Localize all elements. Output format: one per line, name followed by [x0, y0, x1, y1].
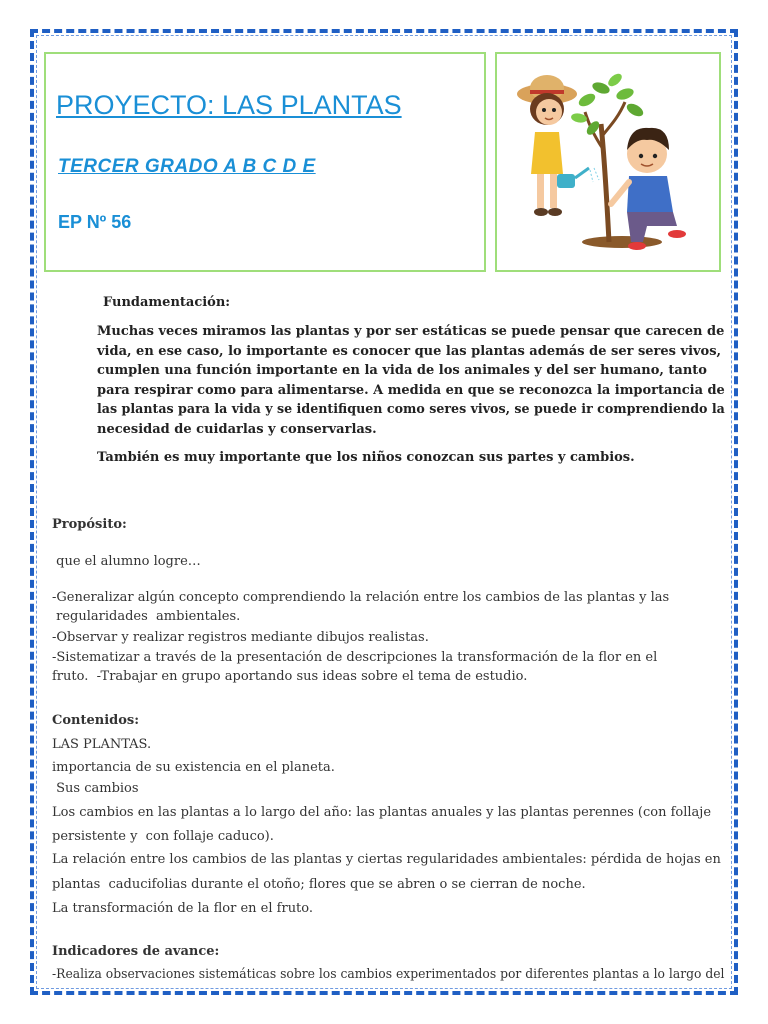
- proposito-heading: Propósito:: [52, 517, 127, 532]
- contenidos-line-6: La relación entre los cambios de las plantas y ciertas regularidades ambientales: pérdida de hojas en: [52, 852, 721, 867]
- fundamentacion-line-3: cumplen una función importante en la vida de los animales y del ser humano, tanto: [97, 363, 707, 378]
- contenidos-line-8: La transformación de la flor en el fruto.: [52, 901, 314, 916]
- fundamentacion-line-5: las plantas para la vida y se identifiquen como seres vivos, se puede ir comprendiendo la: [97, 402, 725, 417]
- project-title: PROYECTO: LAS PLANTAS: [56, 90, 402, 120]
- proposito-intro: que el alumno logre…: [52, 554, 201, 569]
- indicadores-line-1: -Realiza observaciones sistemáticas sobre los cambios experimentados por diferentes plantas a lo largo del: [52, 967, 725, 982]
- contenidos-line-4: Los cambios en las plantas a lo largo del año: las plantas anuales y las plantas perennes (con follaje: [52, 805, 712, 820]
- contenidos-line-7: plantas caducifolias durante el otoño; flores que se abren o se cierran de noche.: [52, 877, 586, 892]
- proposito-line-3: -Observar y realizar registros mediante dibujos realistas.: [52, 630, 429, 645]
- contenidos-heading: Contenidos:: [52, 713, 140, 728]
- contenidos-line-1: LAS PLANTAS.: [52, 737, 152, 752]
- title-box: [44, 52, 486, 272]
- contenidos-line-2: importancia de su existencia en el planeta.: [52, 760, 335, 775]
- fundamentacion-line-6: necesidad de cuidarlas y conservarlas.: [97, 422, 377, 437]
- contenidos-line-5: persistente y con follaje caduco).: [52, 829, 274, 844]
- proposito-line-2: regularidades ambientales.: [52, 609, 241, 624]
- fundamentacion-line-2: vida, en ese caso, lo importante es conocer que las plantas además de ser seres vivos,: [97, 344, 722, 359]
- school-label: EP Nº 56: [58, 212, 132, 232]
- proposito-line-4: -Sistematizar a través de la presentación de descripciones la transformación de la flor en el: [52, 650, 658, 665]
- fundamentacion-heading: Fundamentación:: [103, 295, 231, 310]
- indicadores-heading: Indicadores de avance:: [52, 944, 220, 959]
- fundamentacion-line-4: para respirar como para alimentarse. A medida en que se reconozca la importancia de: [97, 383, 725, 398]
- fundamentacion-line-1: Muchas veces miramos las plantas y por ser estáticas se puede pensar que carecen de: [97, 324, 725, 339]
- proposito-line-1: -Generalizar algún concepto comprendiendo la relación entre los cambios de las plantas y las: [52, 590, 670, 605]
- proposito-line-5: fruto. -Trabajar en grupo aportando sus ideas sobre el tema de estudio.: [52, 669, 528, 684]
- contenidos-line-3: Sus cambios: [52, 781, 139, 796]
- children-planting-tree-illustration-icon: [497, 54, 719, 270]
- fundamentacion-paragraph-2: También es muy importante que los niños conozcan sus partes y cambios.: [97, 450, 635, 465]
- grade-label: TERCER GRADO A B C D E: [58, 156, 316, 177]
- illustration-box: [495, 52, 721, 272]
